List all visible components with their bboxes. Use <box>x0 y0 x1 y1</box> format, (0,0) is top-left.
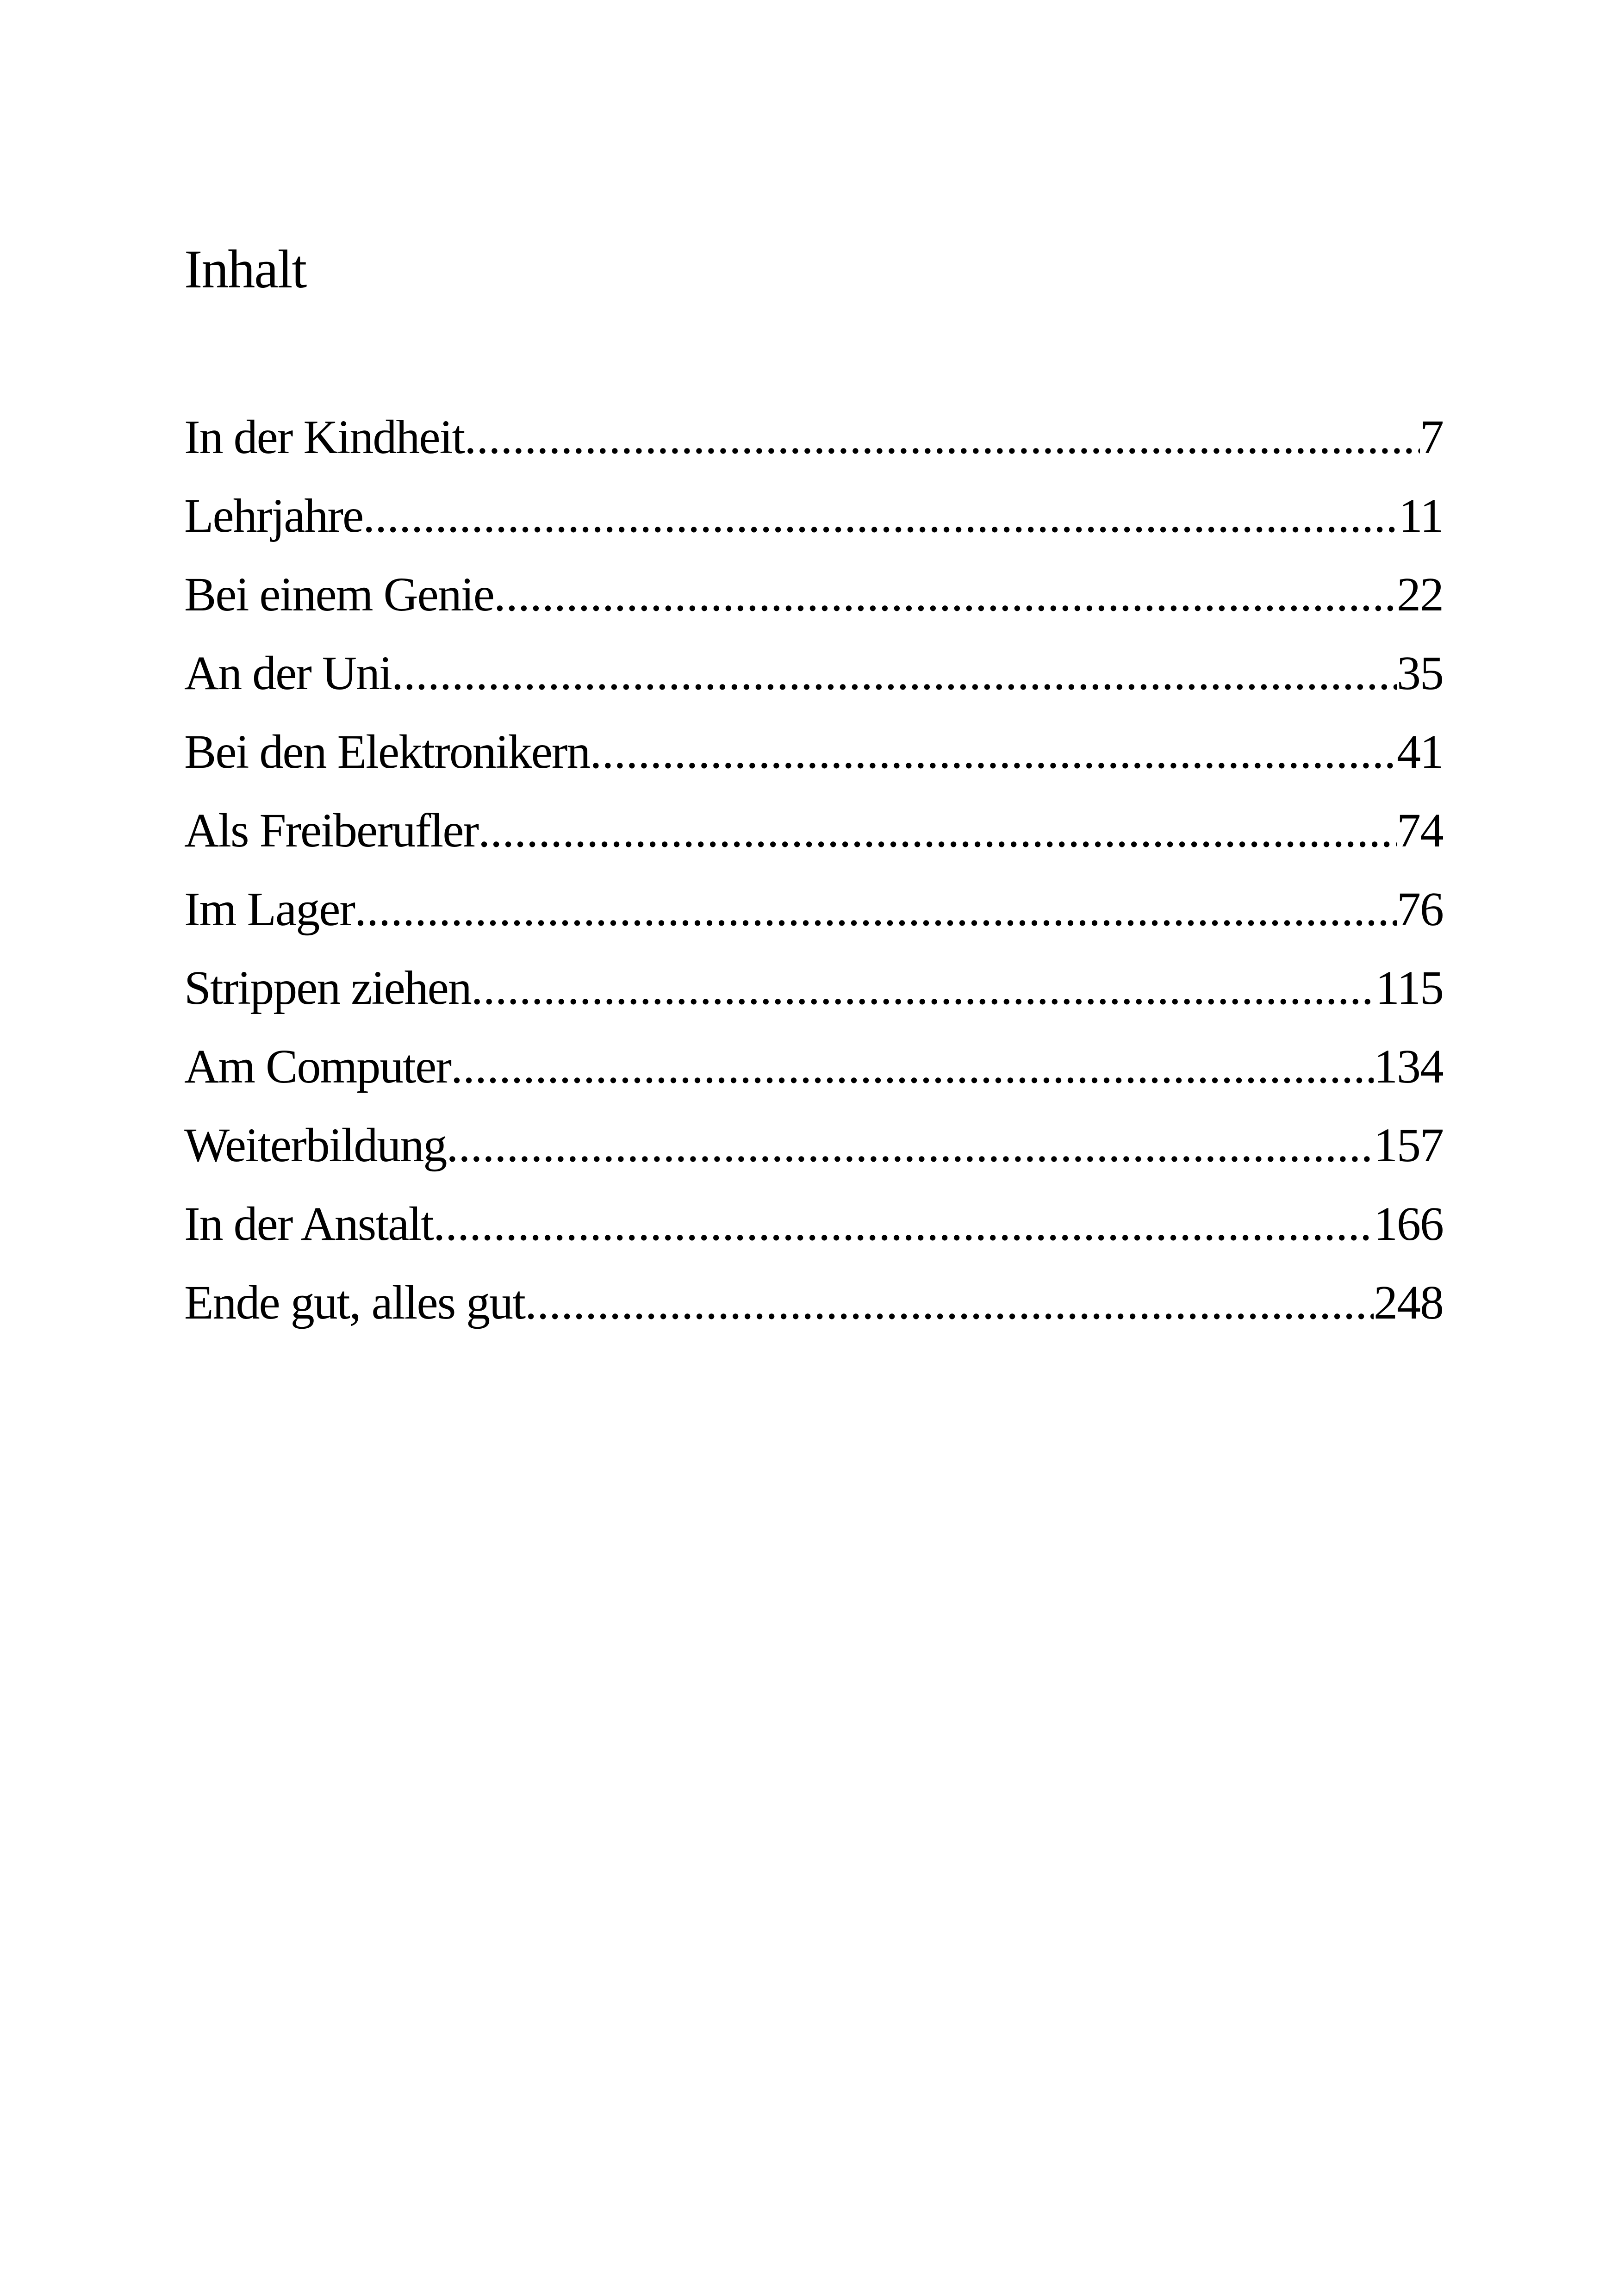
dot-leader <box>392 634 1397 713</box>
dot-leader <box>433 1185 1374 1263</box>
toc-entry <box>184 398 1443 477</box>
dot-leader <box>478 791 1397 870</box>
toc-entry-page-number: 22 <box>1397 568 1443 621</box>
toc-entry-label: In der Kindheit <box>184 411 465 464</box>
dot-leader <box>446 1106 1374 1185</box>
toc-entry-label: Strippen ziehen <box>184 961 471 1014</box>
toc-entry <box>184 477 1443 555</box>
toc-entry-page-number: 74 <box>1397 804 1443 857</box>
toc-entry-label: In der Anstalt <box>184 1197 434 1251</box>
toc-entry-label: An der Uni <box>184 647 392 700</box>
toc-entry-page-number: 115 <box>1375 961 1443 1014</box>
toc-entry-page-number: 157 <box>1374 1119 1443 1172</box>
dot-leader <box>363 477 1399 555</box>
page-title: Inhalt <box>184 239 306 299</box>
toc-entry <box>184 949 1443 1027</box>
toc-entry-page-number: 166 <box>1374 1197 1443 1251</box>
toc-entry-page-number: 11 <box>1398 489 1443 542</box>
toc-entry <box>184 555 1443 634</box>
toc-entry-page-number: 76 <box>1397 883 1443 936</box>
toc-entry-page-number: 7 <box>1420 411 1443 464</box>
dot-leader <box>355 870 1397 949</box>
toc-entry-label: Am Computer <box>184 1040 451 1093</box>
toc-entry <box>184 791 1443 870</box>
toc-entry-label: Im Lager <box>184 883 355 936</box>
toc-entry <box>184 634 1443 713</box>
toc-entry <box>184 713 1443 791</box>
toc-entry-label: Weiterbildung <box>184 1119 447 1172</box>
toc-entry-label: Als Freiberufler <box>184 804 479 857</box>
toc-entry <box>184 870 1443 949</box>
toc-entry <box>184 1263 1443 1342</box>
dot-leader <box>451 1027 1374 1106</box>
toc-entry <box>184 1106 1443 1185</box>
dot-leader <box>471 949 1375 1027</box>
toc-entry-label: Ende gut, alles gut <box>184 1276 525 1329</box>
toc-entry <box>184 1185 1443 1263</box>
toc-entry-page-number: 134 <box>1374 1040 1443 1093</box>
dot-leader <box>525 1263 1374 1342</box>
toc-entry <box>184 1027 1443 1106</box>
table-of-contents <box>184 398 1443 1342</box>
dot-leader <box>464 398 1420 477</box>
dot-leader <box>590 713 1397 791</box>
toc-entry-label: Bei einem Genie <box>184 568 494 621</box>
toc-entry-label: Bei den Elektronikern <box>184 725 590 778</box>
toc-entry-page-number: 35 <box>1397 647 1443 700</box>
toc-entry-page-number: 248 <box>1374 1276 1443 1329</box>
toc-entry-page-number: 41 <box>1397 725 1443 778</box>
toc-entry-label: Lehrjahre <box>184 489 363 542</box>
dot-leader <box>494 555 1397 634</box>
